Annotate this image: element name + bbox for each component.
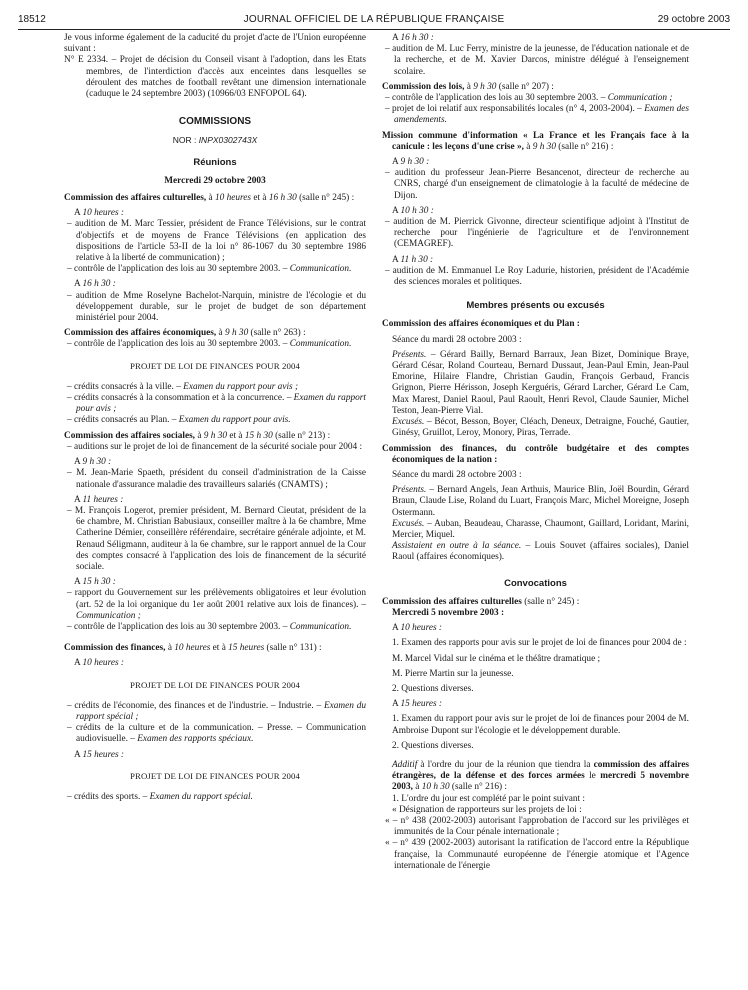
lois-t1: 9 h 30 [473,81,497,92]
list-item: « Désignation de rapporteurs sur les projets de loi : [392,804,582,815]
convocations-heading: Convocations [504,577,567,589]
nor-label: NOR : [172,135,197,146]
list-item [64,382,366,393]
list-item: M. Pierre Martin sur la jeunesse. [392,668,514,679]
fin2-present-names: – Bernard Angels, Jean Arthuis, Maurice Blin, Joël Bourdin, Gérard Braun, Claude Lise, Roland du Luart, François Marc, Michel Moreigne, Joseph Ostermann. [392,485,689,518]
fin-t1: 10 heures [174,643,211,654]
cult-t1: 10 heures [214,193,252,204]
fin-time2: 15 heures : [82,749,125,760]
list-item: « – n° 438 (2002-2003) autorisant l'approbation de l'accord sur les privilèges et immunités de la Cour pénale internationale ; [385,815,689,838]
eco-item1b: Communication. [289,339,352,350]
ne-item: N° E 2334. – Projet de décision du Conseil visant à l'adoption, dans les Etats membres, de l'interdiction d'accès aux enceintes dans lesquelles se déroulent des matches de football revêtant une dimension internationale (caduque le 24 septembre 2003) (10966/03 ENFOPOL 64). [64,55,366,100]
eco2-present-names: – Gérard Bailly, Bernard Barraux, Jean Bizet, Dominique Braye, Gérard César, Roland Courteau, Bernard Dussaut, Jean-Paul Emin, Jean-Paul Emorine, Hilaire Flandre, Christian Gaudin, François Gerbaud, Francis Grignon, Pierre Hérisson, Joseph Kerguéris, Gérard Larcher, Gérard Le Cam, Max Marest, Daniel Raoul, Paul Raoult, Henri Revol, Claude Saunier, Michel Teston, Jean-Pierre Vial. [392,349,689,416]
list-item: – audition du professeur Jean-Pierre Besancenot, directeur de recherche au CNRS, chargé d'un enseignement de climatologie à la faculté de médecine de Dijon. [385,168,689,201]
soc-item4b: Communication ; [76,610,141,621]
soc-time3: 15 h 30 : [82,577,116,588]
eco-name: Commission des affaires économiques, [64,328,217,339]
list-item: 2. Questions diverses. [392,683,474,694]
fin-r1: à [165,643,175,654]
list-item: 2. Questions diverses. [392,740,474,751]
list-item: – audition de M. Emmanuel Le Roy Ladurie, historien, président de l'Académie des sciences morales et politiques. [385,265,689,288]
additif-r3: à [412,782,422,793]
time-label: A 11 h 30 : [392,254,434,265]
fin-item3a: – crédits des sports. – [67,791,148,802]
eco2-excuses-names: – Bécot, Besson, Boyer, Cléach, Deneux, Detraigne, Fouché, Gautier, Ginésy, Gruillot, Leroy, Monory, Piras, Terrade. [392,417,689,439]
plf-heading: PROJET DE LOI DE FINANCES POUR 2004 [129,360,300,371]
eco-item3b: Examen du rapport pour avis ; [76,393,366,415]
cult-time1: 10 heures : [82,208,125,219]
cult-title [64,193,366,204]
nor-line [64,135,366,146]
conv-time1: 10 heures : [400,623,443,634]
fin-item2b: Examen des rapports spéciaux. [137,734,254,745]
fin-r3: (salle n° 131) : [264,643,322,654]
issue-date: 29 octobre 2003 [657,14,730,25]
lois-item2b: Examen des amendements. [394,104,689,126]
list-item [64,264,366,275]
eco2-title: Commission des affaires économiques et du Plan : [382,319,580,330]
mission-time2: 10 h 30 : [400,205,434,216]
list-item: – auditions sur le projet de loi de financement de la sécurité sociale pour 2004 : [67,441,363,452]
list-item: – audition de M. Marc Tessier, président de France Télévisions, sur le contrat d'objectifs et de moyens de France Télévisions (en application des dispositions de l'article 53-II de la loi n° 86-1067 du 30 septembre 1986 relative à la liberté de communication) ; [67,219,366,264]
mission-t1: 9 h 30 [532,141,556,152]
time-label: A 9 h 30 : [74,457,112,468]
fin2-assist-names: – Louis Souvet (affaires sociales), Daniel Raoul (affaires économiques). [392,541,689,563]
soc-r1: à [195,430,204,441]
time-label: A 16 h 30 : [74,279,116,290]
fin2-assist [382,541,689,563]
membres-heading: Membres présents ou excusés [466,300,605,312]
eco-item2a: – crédits consacrés à la ville. – [67,381,181,392]
eco-item2b: Examen du rapport pour avis ; [183,381,299,392]
list-item: « – n° 439 (2002-2003) autorisant la ratification de l'accord entre la République française, la Communauté européenne de l'énergie atomique et l'Agence internationale de l'énergie [385,838,689,871]
list-item [64,701,366,723]
fin-item1b: Examen du rapport spécial ; [76,700,366,722]
list-item [64,339,366,350]
soc-time2: 11 heures : [82,494,124,505]
list-item: – audition de M. Pierrick Givonne, directeur scientifique adjoint à l'Institut de recherche pour l'ingénierie de l'agriculture et de l'environnement (CEMAGREF). [385,217,689,250]
fin2-excuses-names: – Auban, Beaudeau, Charasse, Chaumont, Gaillard, Loridant, Marini, Mercier, Miquel. [392,518,689,540]
cult-t2: 16 h 30 [268,193,297,204]
additif-commission: commission des affaires étrangères, de la défense et des forces armées [392,759,689,782]
time-label: A 10 h 30 : [392,205,434,216]
fin-time1: 10 heures : [82,658,125,669]
eco-title [64,328,366,339]
additif-r2: le [584,771,601,782]
additif-time: 10 h 30 [421,782,450,793]
page-header [18,14,730,30]
conv-name: Commission des affaires culturelles [382,596,522,607]
cult-item2b: Communication. [289,264,352,275]
additif-date: mercredi 5 novembre 2003, [392,771,690,793]
list-item: 1. Examen du rapport pour avis sur le projet de loi de finances pour 2004 de M. Ambroise Dupont sur l'écologie et le développement durable. [392,714,689,736]
lois-item2a: – projet de loi relatif aux responsabilités locales (n° 4, 2003-2004). – [385,104,642,115]
reunions-heading: Réunions [193,156,237,168]
list-item [64,588,366,622]
eco-item1a: – contrôle de l'application des lois au 30 septembre 2003. – [67,339,288,350]
soc-title [64,431,366,442]
lois-item1b: Communication ; [607,93,673,104]
soc-item5b: Communication. [289,621,352,632]
right-time0: 16 h 30 : [400,33,434,43]
mission-r1: à [523,141,533,152]
cult-r3: (salle n° 245) : [296,193,355,204]
list-item [64,622,366,633]
commissions-heading: COMMISSIONS [178,116,252,128]
assist-label: Assistaient en outre à la séance. [392,541,522,552]
header-rule [18,29,730,30]
eco-item3a: – crédits consacrés à la consommation et à la concurrence. – [67,393,292,404]
list-item [64,415,366,426]
lois-r1: à [464,81,474,92]
mission-r2: (salle n° 216) : [555,141,614,152]
intro-paragraph: Je vous informe également de la caducité du projet d'acte de l'Union européenne suivant : [64,33,366,55]
additif-r4: (salle n° 216) : [449,782,508,793]
list-item [382,104,689,126]
list-item: – audition de M. Luc Ferry, ministre de la jeunesse, de l'éducation nationale et de la recherche, et de M. Xavier Darcos, ministre délégué à l'enseignement scolaire. [385,44,689,77]
list-item: M. Marcel Vidal sur le cinéma et le théâtre dramatique ; [392,653,601,664]
list-item: – M. François Logerot, premier président, M. Bernard Cieutat, président de la 6e chambre, M. Christian Babusiaux, conseiller maître à la 6e chambre, Mme Catherine Démier, conseillère référendaire, secrétaire générale adjointe, et M. Renaud Séligmann, auditeur à la 6e chambre, sur le rapport annuel de la Cour des comptes consacré à l'application des lois de financement de la sécurité sociale. [67,505,366,572]
cult-time2: 16 h 30 : [82,279,116,290]
time-label: A 9 h 30 : [392,157,430,168]
mission-time3: 11 h 30 : [400,254,434,265]
cult-item2a: – contrôle de l'application des lois au 30 septembre 2003. – [67,264,288,275]
excuses-label: Excusés. [392,417,425,428]
list-item [64,393,366,415]
list-item: 1. L'ordre du jour est complété par le point suivant : [392,793,585,804]
fin-r2: et à [210,643,229,654]
mission-time1: 9 h 30 : [400,157,430,168]
list-item [64,792,366,803]
meeting-date: Mercredi 29 octobre 2003 [164,175,266,186]
lois-r2: (salle n° 207) : [496,81,554,92]
cult-name: Commission des affaires culturelles, [64,193,207,204]
list-item: 1. Examen des rapports pour avis sur le projet de loi de finances pour 2004 de : [392,638,687,649]
conv-time2: 15 heures : [400,699,443,710]
fin-name: Commission des finances, [64,643,166,654]
soc-r3: (salle n° 213) : [272,430,331,441]
fin2-present [382,485,689,519]
conv-date: Mercredi 5 novembre 2003 : [392,607,505,618]
additif-paragraph [382,760,689,794]
right-column [382,33,689,872]
nor-code: INPX0302743X [198,135,258,146]
plf-heading: PROJET DE LOI DE FINANCES POUR 2004 [129,770,300,781]
eco-t1: 9 h 30 [224,328,249,339]
eco2-present [382,350,689,417]
eco-r1: à [216,328,225,339]
excuses-label: Excusés. [392,518,425,529]
additif-r1: à l'ordre du jour de la réunion que tiendra la [417,759,594,770]
additif-label: Additif [392,759,418,770]
time-label: A 10 heures : [74,208,125,219]
eco2-seance: Séance du mardi 28 octobre 2003 : [392,334,522,345]
soc-time1: 9 h 30 : [82,457,112,468]
soc-t2: 15 h 30 [244,430,273,441]
lois-name: Commission des lois, [382,81,465,92]
fin-item1a: – crédits de l'économie, des finances et de l'industrie. – Industrie. – [67,700,322,711]
present-label: Présents. [392,485,427,496]
time-label: A 11 heures : [74,494,124,505]
time-label: A 10 heures : [392,623,443,634]
time-label: A 15 heures : [392,699,443,710]
soc-item4a: – rapport du Gouvernement sur les prélèvements obligatoires et leur évolution (art. 52 de la loi organique du 1er août 2001 relative aux lois de finances). – [67,588,366,610]
soc-t1: 9 h 30 [203,430,228,441]
list-item: – audition de Mme Roselyne Bachelot-Narquin, ministre de l'écologie et du développement durable, sur le projet de budget de son département ministériel pour 2004. [67,290,366,324]
present-label: Présents. [392,349,427,360]
time-label: A 15 h 30 : [74,577,116,588]
time-label: A 15 heures : [74,749,125,760]
soc-item5a: – contrôle de l'application des lois au 30 septembre 2003. – [67,621,288,632]
time-label: A 16 h 30 : [392,33,434,43]
plf-heading: PROJET DE LOI DE FINANCES POUR 2004 [129,679,300,690]
list-item [382,93,689,104]
lois-item1a: – contrôle de l'application des lois au 30 septembre 2003. – [385,93,606,104]
fin-title [64,643,366,654]
eco-item4a: – crédits consacrés au Plan. – [67,415,177,426]
fin-item3b: Examen du rapport spécial. [149,791,253,802]
mission-name: Mission commune d'information « La France et les Français face à la canicule : les leçons d'une crise », [382,130,689,152]
fin-item2a: – crédits de la culture et de la communication. – Presse. – Communication audiovisuelle. – [67,723,366,745]
conv-r: (salle n° 245) : [521,596,580,607]
list-item [64,723,366,745]
fin2-title: Commission des finances, du contrôle budgétaire et des comptes économiques de la nation : [382,443,689,465]
left-column [64,33,366,803]
conv-title [382,597,689,608]
lois-title [382,82,689,93]
eco2-excuses [382,417,689,439]
fin2-excuses [382,519,689,541]
eco-r2: (salle n° 263) : [248,328,306,339]
list-item: – M. Jean-Marie Spaeth, président du conseil d'administration de la Caisse nationale d'assurance maladie des travailleurs salariés (CNAMTS) ; [67,468,366,490]
soc-name: Commission des affaires sociales, [64,430,196,441]
journal-title: JOURNAL OFFICIEL DE LA RÉPUBLIQUE FRANÇAISE [243,14,505,25]
mission-title [382,131,689,153]
time-label: A 10 heures : [74,658,125,669]
cult-r2: et à [251,193,269,204]
soc-r2: et à [227,430,245,441]
cult-r1: à [206,193,215,204]
eco-item4b: Examen du rapport pour avis. [178,415,291,426]
page-number: 18512 [18,14,46,25]
fin-t2: 15 heures [228,643,265,654]
fin2-seance: Séance du mardi 28 octobre 2003 : [392,469,522,480]
